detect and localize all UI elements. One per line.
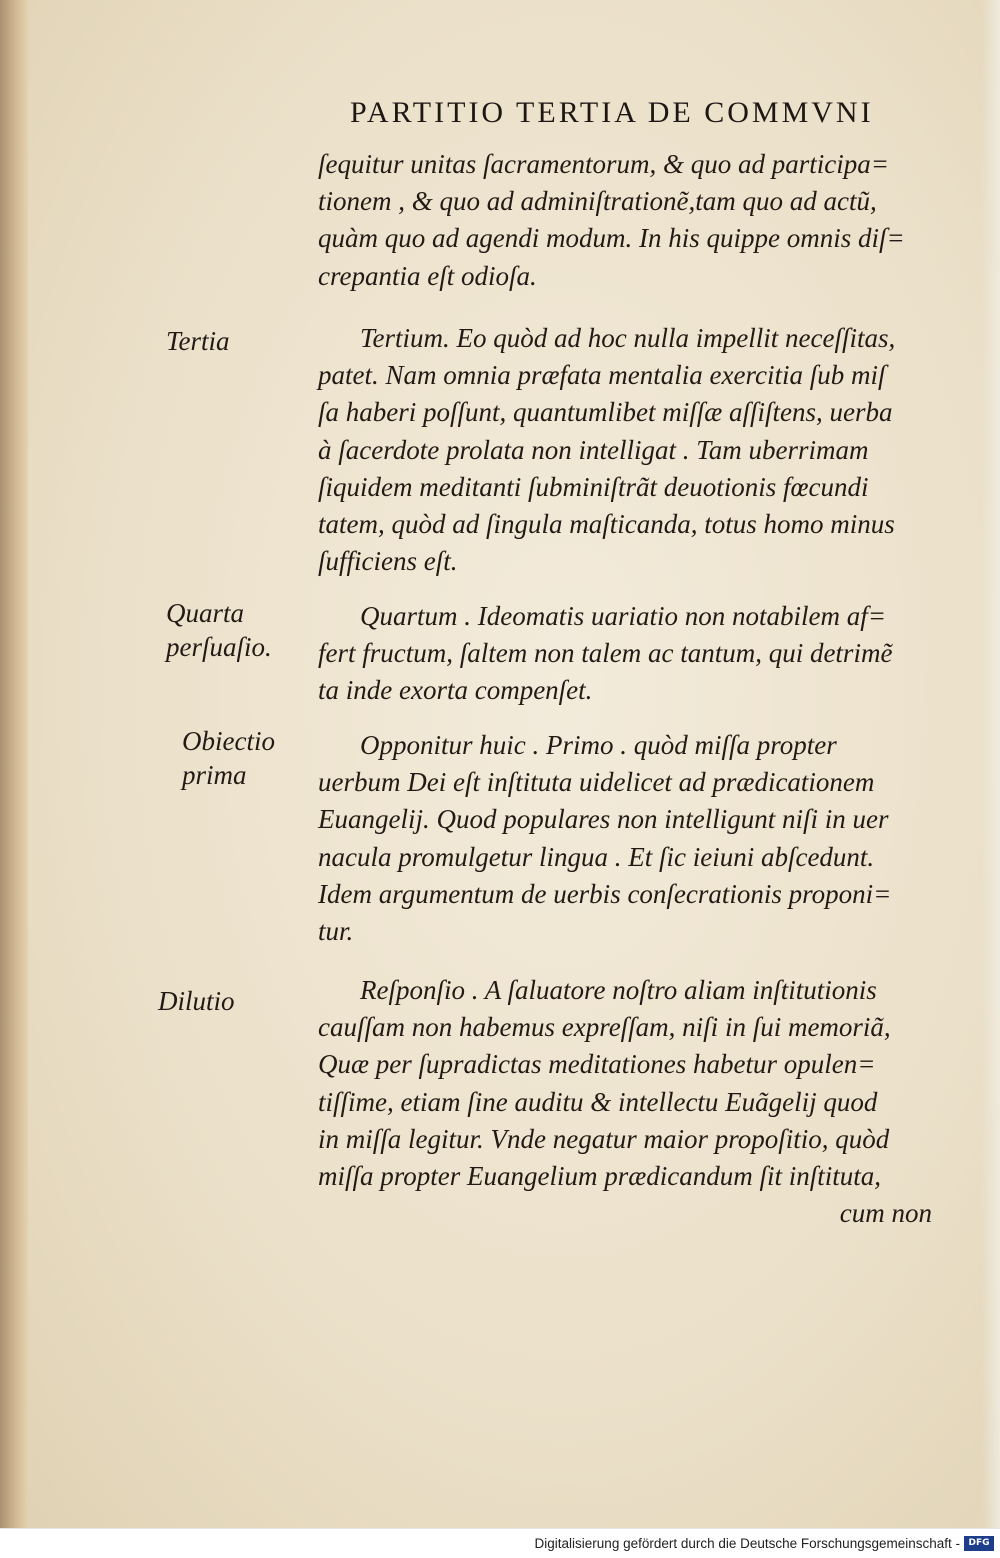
text-line: tatem, quòd ad ſingula maſticanda, totus homo minus [318, 509, 895, 540]
text-line: Euangelij. Quod populares non intelligunt niſi in uer [318, 804, 889, 835]
book-edge [0, 0, 30, 1530]
text-line: tiſſime, etiam ſine auditu & intellectu Euãgelij quod [318, 1086, 878, 1117]
text-line: patet. Nam omnia præfata mentalia exercitia ſub miſ [318, 360, 886, 391]
text-line: Quartum . Ideomatis uariatio non notabilem af= [360, 601, 886, 631]
text-line: quàm quo ad agendi modum. In his quippe omnis diſ= [318, 223, 905, 254]
text-line: tionem , & quo ad adminiſtrationẽ,tam quo ad actũ, [318, 186, 877, 217]
text-line: uerbum Dei eſt inſtituta uidelicet ad prædicationem [318, 767, 875, 798]
text-line: crepantia eſt odioſa. [318, 260, 537, 291]
margin-note-quarta [166, 596, 316, 664]
paragraph-3 [318, 598, 958, 710]
margin-note-line: perſuaſio. [166, 632, 272, 662]
text-line: miſſa propter Euangelium prædicandum ſit inſtituta, [318, 1161, 881, 1192]
text-line: nacula promulgetur lingua . Et ſic ieiuni abſcedunt. [318, 841, 875, 872]
margin-note-line: Quarta [166, 598, 245, 628]
text-line: Tertium. Eo quòd ad hoc nulla impellit neceſſitas, [360, 323, 896, 353]
text-line: ſiquidem meditanti ſubminiſtrãt deuotionis fœcundi [318, 471, 869, 502]
margin-note-tertia [166, 324, 316, 358]
text-line: Reſponſio . A ſaluatore noſtro aliam inſtitutionis [360, 975, 877, 1005]
text-line: ſequitur unitas ſacramentorum, & quo ad participa= [318, 149, 889, 179]
text-line: ſufficiens eſt. [318, 546, 458, 577]
text-line: tur. [318, 916, 354, 947]
paragraph-4 [318, 727, 958, 950]
margin-note-obiectio [182, 724, 332, 792]
paragraph-2 [318, 320, 958, 580]
catchword: cum non [839, 1198, 932, 1229]
margin-note-dilutio [158, 984, 308, 1018]
margin-note-line: Obiectio [182, 726, 275, 756]
text-line: ſa haberi poſſunt, quantumlibet miſſæ aſſiſtens, uerba [318, 397, 893, 428]
margin-note-line: Dilutio [158, 986, 235, 1016]
text-line: fert fructum, ſaltem non talem ac tantum, qui detrimẽ [318, 638, 893, 669]
text-line: ta inde exorta compenſet. [318, 675, 593, 706]
text-line: in miſſa legitur. Vnde negatur maior propoſitio, quòd [318, 1123, 890, 1154]
margin-note-line: prima [182, 760, 247, 790]
paragraph-5 [318, 972, 958, 1232]
text-line: Opponitur huic . Primo . quòd miſſa propter [360, 730, 837, 760]
text-line: à ſacerdote prolata non intelligat . Tam uberrimam [318, 434, 869, 465]
dfg-logo: DFG [964, 1536, 994, 1551]
funding-notice: Digitalisierung gefördert durch die Deutsche Forschungsgemeinschaft - [534, 1536, 960, 1551]
paragraph-1 [318, 146, 958, 295]
text-line: Idem argumentum de uerbis conſecrationis proponi= [318, 878, 892, 909]
text-line: Quæ per ſupradictas meditationes habetur opulen= [318, 1049, 876, 1080]
text-line: cauſſam non habemus expreſſam, niſi in ſui memoriã, [318, 1012, 891, 1043]
footer-bar [0, 1528, 1000, 1558]
margin-note-line: Tertia [166, 326, 230, 356]
running-title: PARTITIO TERTIA DE COMMVNI [350, 96, 874, 129]
